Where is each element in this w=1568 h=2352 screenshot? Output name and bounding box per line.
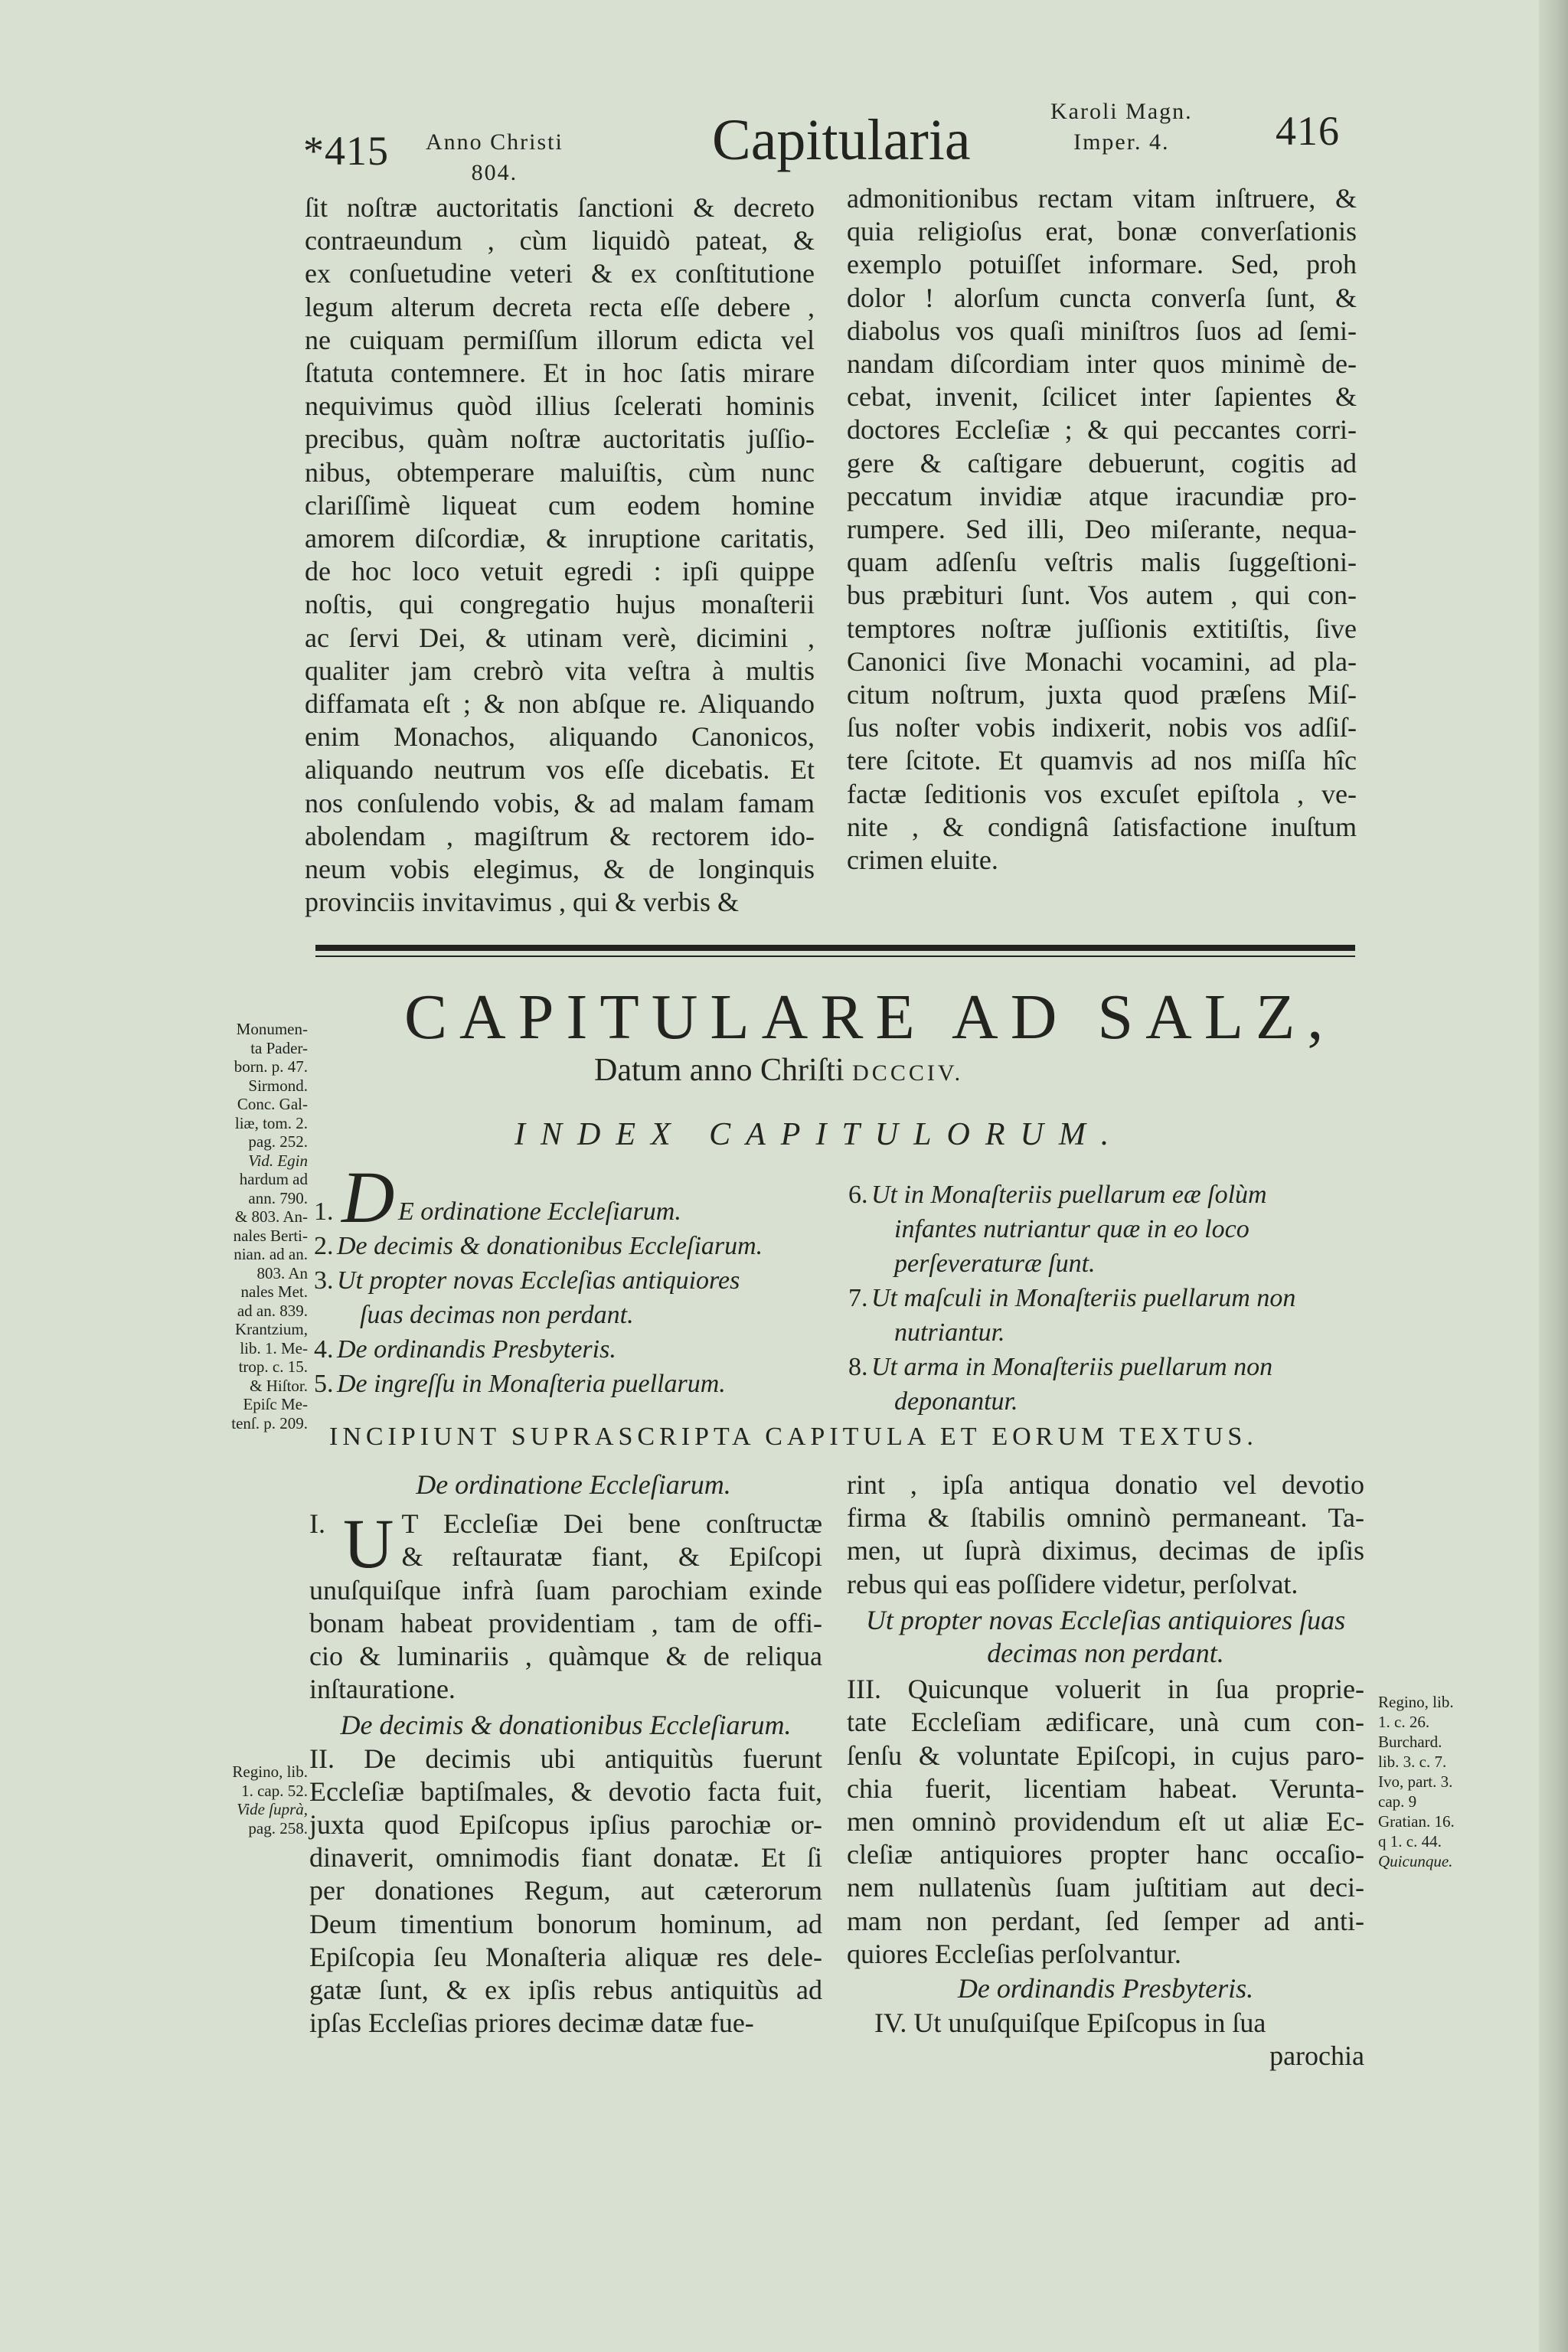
index-entry [314, 1332, 819, 1367]
text-line: ne cuiquam permiſſum illorum edicta vel [305, 324, 815, 355]
text-line: Epiſcopia ſeu Monaſteria aliquæ res dele- [309, 1941, 822, 1972]
chapter-3-heading: Ut propter novas Eccleſias antiquiores ſuas decimas non perdant. [865, 1604, 1346, 1669]
incipit-heading: INCIPIUNT SUPRASCRIPTA CAPITULA ET EORUM TEXTUS. [329, 1423, 1258, 1451]
text-line: III. Quicunque voluerit in ſua proprie- [847, 1674, 1364, 1705]
margin-note-line: tenſ. p. 209. [231, 1413, 308, 1432]
margin-note-line: liæ, tom. 2. [234, 1113, 308, 1132]
capitulare-title: CAPITULARE AD SALZ, [404, 982, 1336, 1053]
text-line: II. De decimis ubi antiquitùs fuerunt [309, 1743, 822, 1774]
text-line: ſit noſtræ auctoritatis ſanctioni & decreto [305, 192, 815, 223]
margin-note-line: pag. 252. [248, 1132, 308, 1151]
text-line: contraeundum , cùm liquidò pateat, & [305, 225, 815, 256]
margin-note-line: lib. 1. Me- [240, 1338, 308, 1357]
catchword: parochia [1269, 2040, 1364, 2072]
text-line: nem nullatenùs ſuam juſtitiam aut deci- [847, 1872, 1364, 1903]
index-left-list [314, 1156, 819, 1401]
text-line: cleſiæ antiquiores propter hanc occaſio- [847, 1839, 1364, 1870]
text-line: rumpere. Sed illi, Deo miſerante, nequa- [847, 514, 1357, 545]
margin-note-line: ta Pader- [250, 1038, 308, 1057]
chapter-1-text [309, 1504, 822, 1706]
chapter-1-body [309, 1504, 822, 1706]
margin-note-line: Regino, lib. [1378, 1693, 1454, 1711]
top-left-column [305, 191, 815, 919]
index-right-list [848, 1178, 1369, 1419]
index-entry [314, 1156, 819, 1238]
chapter-2-body [309, 1743, 822, 2040]
page-number-right: 416 [1276, 108, 1340, 154]
text-line: cebat, invenit, ſcilicet inter ſapientes & [847, 381, 1357, 413]
index-entry [848, 1350, 1369, 1384]
text-line: mam non perdant, ſed ſemper ad anti- [847, 1905, 1364, 1936]
margin-note-line: & Hiſtor. [250, 1376, 308, 1395]
margin-note-line: lib. 3. c. 7. [1378, 1753, 1447, 1771]
margin-note-line: Burchard. [1378, 1733, 1442, 1751]
margin-note-right [1378, 1692, 1485, 1871]
margin-note-line: hardum ad [239, 1170, 308, 1188]
karoli-label: Karoli Magn. [1050, 99, 1193, 124]
text-line: men, ut ſuprà diximus, decimas de ipſis [847, 1535, 1364, 1566]
margin-note-line: & 803. An- [234, 1207, 308, 1226]
text-line: quiores Eccleſias perſolvantur. [847, 1938, 1181, 1969]
text-line: Canonici ſive Monachi vocamini, ad pla- [847, 645, 1357, 677]
text-line: clariſſimè liqueat cum eodem homine [305, 489, 815, 521]
text-line: temptores noſtræ juſſionis extitiſtis, ſive [847, 612, 1357, 644]
text-line: firma & ſtabilis omninò permaneant. Ta- [847, 1502, 1364, 1534]
text-line: per donationes Regum, aut cæterorum [309, 1875, 822, 1906]
chapter-1-number: I. [309, 1508, 325, 1540]
index-number: 1. [314, 1197, 334, 1226]
text-line: neum vobis elegimus, & de longinquis [305, 854, 815, 885]
index-entry [314, 1229, 819, 1263]
margin-note-line: Vid. Egin [248, 1151, 308, 1170]
margin-note-line: Vide ſuprà, [237, 1800, 308, 1818]
text-line: juxta quod Epiſcopus ipſius parochiæ or- [309, 1809, 822, 1841]
index-text: Ut arma in Monaſteriis puellarum non [871, 1353, 1273, 1381]
margin-note-line: ad an. 839. [237, 1301, 308, 1320]
drop-cap: U [343, 1504, 394, 1583]
text-line: diffamata eſt ; & non abſque re. Aliquando [305, 688, 815, 720]
margin-note-line: Epiſc Me- [243, 1395, 308, 1413]
text-line: nequivimus quòd illius ſcelerati hominis [305, 390, 815, 422]
anno-label: Anno Christi [426, 129, 564, 155]
index-text: Ut propter novas Eccleſias antiquiores [337, 1266, 740, 1295]
bottom-right-column [847, 1468, 1364, 2073]
text-line: tate Eccleſiam ædificare, unà cum con- [847, 1707, 1364, 1738]
text-line: men omninò providendum eſt ut aliæ Ec- [847, 1806, 1364, 1838]
imper-label: Imper. 4. [1073, 129, 1170, 155]
text-line: gere & caſtigare debuerunt, cogitis ad [847, 447, 1357, 479]
text-line: ex conſuetudine veteri & ex conſtitutione [305, 258, 815, 289]
text-line: precibus, quàm noſtræ auctoritatis juſſio- [305, 423, 815, 455]
index-entry [848, 1281, 1369, 1315]
margin-note-line: pag. 258. [248, 1818, 308, 1838]
index-number: 4. [314, 1335, 334, 1364]
index-text: E ordinatione Eccleſiarum. [398, 1197, 681, 1226]
text-line: chia fuerit, licentiam habeat. Verunta- [847, 1772, 1364, 1804]
text-line: enim Monachos, aliquando Canonicos, [305, 721, 815, 753]
text-line: peccatum invidiæ atque iracundiæ pro- [847, 480, 1357, 511]
book-spine-edge [1539, 0, 1568, 2352]
margin-note-line: ann. 790. [248, 1188, 308, 1207]
index-entry [848, 1246, 1369, 1281]
running-head-anno [426, 127, 564, 188]
chapter-1-heading: De ordinatione Eccleſiarum. [416, 1469, 731, 1500]
bottom-left-column [309, 1468, 822, 2040]
text-line: crimen eluite. [847, 844, 998, 876]
text-line: citum noſtrum, juxta quod præſens Miſ- [847, 679, 1357, 710]
text-line: T Eccleſiæ Dei bene conſtructæ [401, 1508, 822, 1540]
margin-note-left-top [201, 1020, 308, 1432]
text-line: legum alterum decreta recta eſſe debere , [305, 291, 815, 322]
chapter-2-continuation [847, 1468, 1364, 1601]
margin-note-line: q 1. c. 44. [1378, 1832, 1442, 1851]
text-line: admonitionibus rectam vitam inſtruere, & [847, 183, 1357, 214]
margin-note-left-bottom [201, 1762, 308, 1838]
index-entry [848, 1178, 1369, 1212]
index-entry [314, 1298, 819, 1332]
running-head-karoli [1050, 96, 1193, 158]
drop-cap: D [341, 1156, 395, 1238]
text-line: provinciis invitavimus , qui & verbis & [305, 887, 739, 918]
text-line: tere ſcitote. Et quamvis ad nos miſſa hîc [847, 745, 1357, 776]
index-entry [848, 1315, 1369, 1350]
margin-note-line: Quicunque. [1378, 1852, 1453, 1870]
text-line: ſus noſter vobis indixerit, nobis vos adſiſ- [847, 712, 1357, 743]
text-line: nite , & condignâ ſatisfactione inuſtum [847, 811, 1357, 842]
index-text: perſeveraturæ ſunt. [894, 1250, 1096, 1278]
text-line: quam adſenſu veſtris malis ſuggeſtioni- [847, 547, 1357, 578]
text-line: qualiter jam crebrò vita veſtra à multis [305, 655, 815, 686]
index-text: De ingreſſu in Monaſteria puellarum. [337, 1370, 726, 1398]
index-entry [848, 1212, 1369, 1246]
text-line: Deum timentium bonorum hominum, ad [309, 1908, 822, 1939]
index-number: 8. [848, 1353, 868, 1381]
text-line: dinaverit, omnimodis fiant donatæ. Et ſi [309, 1842, 822, 1873]
index-number: 6. [848, 1181, 868, 1209]
margin-note-line: nales Met. [240, 1282, 308, 1301]
text-line: ac ſervi Dei, & utinam verè, dicimini , [305, 622, 815, 653]
text-line: nibus, obtemperare maluiſtis, cùm nunc [305, 456, 815, 488]
text-line: ſenſu & voluntate Epiſcopi, in cujus paro- [847, 1740, 1364, 1771]
index-entry [314, 1367, 819, 1401]
text-line: de hoc loco vetuit egredi : ipſi quippe [305, 556, 815, 587]
chapter-4-first-line: IV. Ut unuſquiſque Epiſcopus in ſua [874, 2007, 1266, 2039]
index-text: Ut in Monaſteriis puellarum eæ ſolùm [871, 1181, 1267, 1209]
text-line: rint , ipſa antiqua donatio vel devotio [847, 1469, 1364, 1500]
margin-note-line: Krantzium, [234, 1320, 308, 1338]
index-entry [848, 1384, 1369, 1419]
margin-note-line: born. p. 47. [234, 1057, 308, 1076]
margin-note-line: cap. 9 [1378, 1792, 1417, 1811]
date-prefix: Datum anno Chriſti [594, 1053, 844, 1088]
index-text: infantes nutriantur quæ in eo loco [894, 1215, 1250, 1243]
index-text: nutriantur. [894, 1318, 1005, 1347]
text-line: quia religioſus erat, bonæ converſationis [847, 216, 1357, 247]
text-line: amorem diſcordiæ, & inruptione caritatis, [305, 523, 815, 554]
margin-note-line: Gratian. 16. [1378, 1812, 1455, 1831]
text-line: aliquando neutrum vos eſſe dicebatis. Et [305, 754, 815, 786]
text-line: rebus qui eas poſſidere videtur, perſolvat. [847, 1568, 1298, 1599]
text-line: inſtauratione. [309, 1674, 456, 1705]
margin-note-line: Monumen- [236, 1020, 308, 1038]
chapter-2-heading: De decimis & donationibus Eccleſiarum. [340, 1710, 792, 1741]
index-number: 5. [314, 1370, 334, 1398]
index-text: ſuas decimas non perdant. [360, 1301, 634, 1329]
index-text: De ordinandis Presbyteris. [337, 1335, 616, 1364]
index-title: INDEX CAPITULORUM. [514, 1117, 1125, 1152]
text-line: factæ ſeditionis vos excuſet epiſtola , ve- [847, 778, 1357, 809]
section-rule [315, 945, 1355, 951]
text-line: exemplo potuiſſet informare. Sed, proh [847, 249, 1357, 280]
running-title: Capitularia [712, 108, 971, 172]
text-line: ipſas Eccleſias priores decimæ datæ fue- [309, 2007, 754, 2039]
text-line: dolor ! alorſum cuncta converſa ſunt, & [847, 282, 1357, 313]
text-line: doctores Eccleſiæ ; & qui peccantes corri- [847, 414, 1357, 446]
margin-note-line: 1. cap. 52. [241, 1781, 308, 1800]
index-number: 3. [314, 1266, 334, 1295]
margin-note-line: 803. An [256, 1263, 308, 1282]
text-line: & reſtauratæ fiant, & Epiſcopi [401, 1541, 822, 1573]
text-line: ſtatuta contemnere. Et in hoc ſatis mirare [305, 358, 815, 389]
index-entry [314, 1263, 819, 1298]
text-line: bus præbituri ſunt. Vos autem , qui con- [847, 580, 1357, 611]
margin-note-line: nian. ad an. [234, 1245, 308, 1263]
margin-note-line: Regino, lib. [232, 1762, 308, 1781]
index-text: deponantur. [894, 1387, 1018, 1416]
page-number-left: *415 [303, 128, 389, 174]
capitulare-date [594, 1052, 963, 1089]
index-number: 2. [314, 1232, 334, 1260]
top-right-column [847, 182, 1357, 877]
chapter-4-heading: De ordinandis Presbyteris. [957, 1973, 1254, 2004]
text-line: bonam habeat providentiam , tam de offi- [309, 1607, 822, 1638]
text-line: noſtis, qui congregatio hujus monaſterii [305, 589, 815, 620]
index-text: Ut maſculi in Monaſteriis puellarum non [871, 1284, 1296, 1312]
margin-note-line: Conc. Gal- [237, 1095, 308, 1113]
margin-note-line: trop. c. 15. [238, 1357, 308, 1376]
text-line: unuſquiſque infrà ſuam parochiam exinde [309, 1574, 822, 1606]
margin-note-line: Ivo, part. 3. [1378, 1772, 1453, 1791]
margin-note-line: nales Berti- [233, 1226, 308, 1245]
text-line: nandam diſcordiam inter quos minimè de- [847, 348, 1357, 380]
text-line: cio & luminariis , quàmque & de reliqua [309, 1641, 822, 1672]
date-year: DCCCIV. [852, 1060, 964, 1086]
text-line: nos conſulendo vobis, & ad malam famam [305, 787, 815, 818]
text-line: diabolus vos quaſi miniſtros ſuos ad ſemi- [847, 315, 1357, 346]
chapter-3-body [847, 1673, 1364, 1971]
text-line: Eccleſiæ baptiſmales, & devotio facta fuit, [309, 1775, 822, 1807]
index-number: 7. [848, 1284, 868, 1312]
anno-year: 804. [471, 160, 518, 185]
margin-note-line: Sirmond. [248, 1076, 308, 1095]
index-text: De decimis & donationibus Eccleſiarum. [337, 1232, 763, 1260]
text-line: abolendam , magiſtrum & rectorem ido- [305, 820, 815, 851]
margin-note-line: 1. c. 26. [1378, 1713, 1430, 1731]
text-line: gatæ ſunt, & ex ipſis rebus antiquitùs ad [309, 1975, 822, 2006]
section-rule-thin [315, 956, 1355, 957]
